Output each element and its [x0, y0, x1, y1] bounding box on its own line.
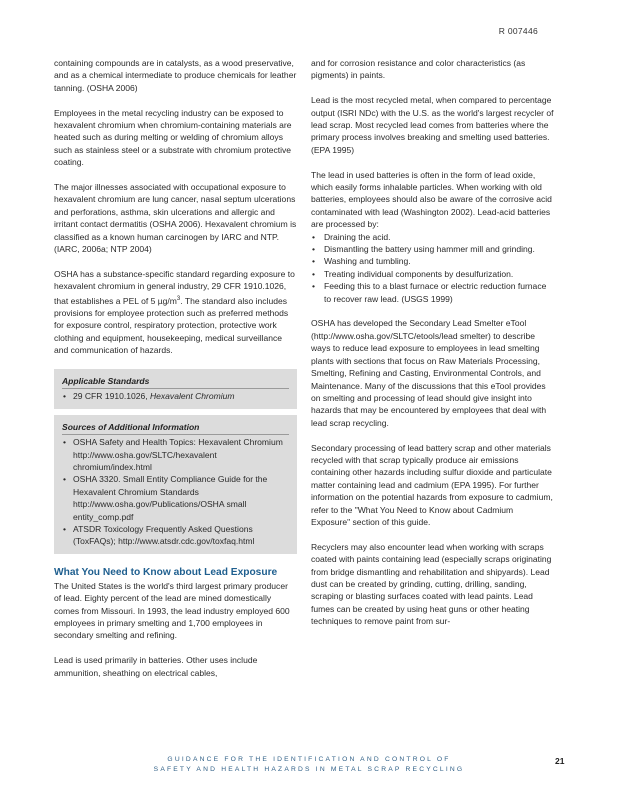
box-title: Applicable Standards	[62, 375, 289, 389]
document-id: R 007446	[498, 26, 538, 36]
battery-process-list	[311, 231, 554, 305]
paragraph: The lead in used batteries is often in the form of lead oxide, which easily forms inhalable particles. When working with old batteries, employees should also be aware of the corrosive acid contaminated with lead (Washington 2002). Lead-acid batteries are processed by:	[311, 169, 552, 230]
text-run: 29 CFR 1910.1026,	[73, 391, 150, 402]
paragraph: Recyclers may also encounter lead when working with scraps coated with paints containing lead (especially scraps originating from bridge dismantling and rehabilitation and shipyards). Lead dust can be created by grinding, cutting, drilling, sanding, scraping or blasting surfaces coated with lead paints. Lead fumes can be created by using heat guns or other heating techniques to remove paint from sur-	[311, 541, 552, 627]
superscript: 3	[176, 295, 181, 302]
paragraph: Secondary processing of lead battery scrap and other materials recycled with that scrap typically produce air emissions containing other hazards including sulfur dioxide and particulate matter containing lead and cadmium (EPA 1995). For further information on the potential hazards from exposure to cadmium, refer to the "What You Need to Know about Cadmium Exposure" section of this guide.	[311, 442, 553, 527]
applicable-standards-box	[54, 369, 297, 409]
left-column	[54, 57, 297, 679]
paragraph: OSHA has developed the Secondary Lead Smelter eTool (http://www.osha.gov/SLTC/etools/lead smelter) to describe ways to reduce lead exposure to employees in lead smelting plants with sections that focus on Raw Materials Processing, Smelting, Refining and Casting, Environmental Controls, and Maintenance. Many of the discussions that this eTool provides on smelting and processing of lead should give insight into hazards that may be encountered by employees that deal with lead scrap recycling.	[311, 318, 547, 428]
list-item: • OSHA Safety and Health Topics: Hexavalent Chromium http://www.osha.gov/SLTC/hexavalent chromium/index.html	[62, 436, 289, 473]
page-number: 21	[555, 756, 565, 766]
paragraph: Lead is used primarily in batteries. Other uses include ammunition, sheathing on electrical cables,	[54, 655, 258, 678]
section-heading: What You Need to Know about Lead Exposure	[54, 566, 278, 578]
additional-information-box	[54, 415, 297, 554]
paragraph: Lead is the most recycled metal, when compared to percentage output (ISRI NDc) with the U.S. as the world's largest recycler of lead scrap. Most recycled lead comes from batteries where the primary process involves breaking and smelting used batteries. (EPA 1995)	[311, 95, 554, 155]
list-item: • OSHA 3320. Small Entity Compliance Guide for the Hexavalent Chromium Standards http://www.osha.gov/Publications/OSHA small entity_comp.pdf	[62, 473, 289, 523]
list-item: • Feeding this to a blast furnace or electric reduction furnace to recover raw lead. (USGS 1999)	[311, 280, 554, 305]
standards-list	[62, 390, 289, 402]
footer-title-line-2: SAFETY AND HEALTH HAZARDS IN METAL SCRAP RECYCLING	[153, 766, 465, 773]
list-item: • Draining the acid.	[311, 231, 554, 243]
paragraph: and for corrosion resistance and color characteristics (as pigments) in paints.	[311, 58, 526, 81]
paragraph: Employees in the metal recycling industry can be exposed to hexavalent chromium when chromium-containing materials are heated such as during melting or welding of chromium alloys such as stainless steel or a substrate with chromium protective coating.	[54, 107, 292, 168]
paragraph: The United States is the world's third largest primary producer of lead. Eighty percent of the lead are mined domestically comes from Missouri. In 1993, the lead industry employed 600 employees in primary smelting and 1,700 employees in secondary smelting and refining.	[54, 580, 290, 641]
box-title: Sources of Additional Information	[62, 421, 289, 435]
list-item: • Dismantling the battery using hammer mill and grinding.	[311, 243, 554, 255]
list-item	[62, 390, 289, 402]
list-item: • Treating individual components by desulfurization.	[311, 268, 554, 280]
paragraph: The major illnesses associated with occupational exposure to hexavalent chromium are lung cancer, nasal septum ulcerations and perforations, asthma, skin ulcerations and allergic and irritant contact dermatitis (OSHA 2006). Hexavalent chromium is classified as a known human carcinogen by IARC and NTP. (IARC, 2006a; NTP 2004)	[54, 182, 297, 255]
list-item: • ATSDR Toxicology Frequently Asked Questions (ToxFAQs); http://www.atsdr.cdc.gov/toxfaq.html	[62, 523, 289, 548]
paragraph	[54, 268, 297, 357]
sources-list	[62, 436, 289, 548]
text-run: OSHA has a substance-specific standard regarding exposure to hexavalent chromium in general industry, 29 CFR 1910.1026, that establishes a PEL of 5 µg/m	[54, 268, 295, 306]
footer-title-line-1: GUIDANCE FOR THE IDENTIFICATION AND CONTROL OF	[167, 756, 451, 763]
list-item: • Washing and tumbling.	[311, 255, 554, 267]
text-run: . The standard also includes provisions for employee protection such as preferred methods for exposure control, respiratory protection, protective work clothing and equipment, housekeeping, medical surveillance and communication of hazards.	[54, 295, 289, 356]
paragraph: containing compounds are in catalysts, as a wood preservative, and as a chemical intermediate to produce chemicals for leather tanning. (OSHA 2006)	[54, 58, 297, 93]
standard-name: Hexavalent Chromium	[149, 391, 235, 402]
right-column	[311, 57, 554, 628]
